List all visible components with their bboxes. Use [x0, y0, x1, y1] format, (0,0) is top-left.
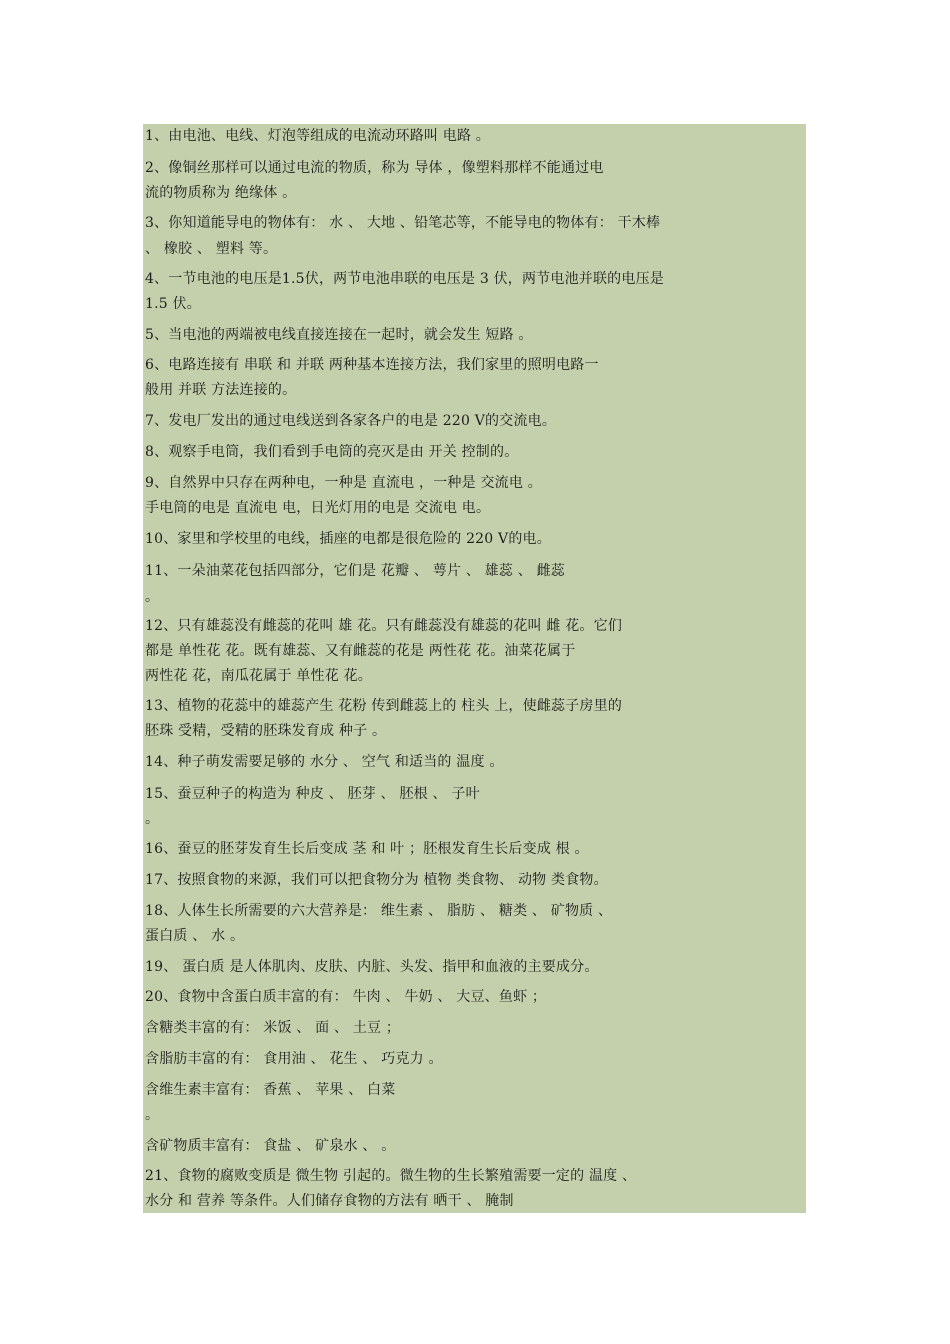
question-13-line-a: 13、植物的花蕊中的雄蕊产生 花粉 传到雌蕊上的 柱头 上，使雌蕊子房里的 — [145, 698, 623, 714]
question-15-line-a: 15、蚕豆种子的构造为 种皮 、 胚芽 、 胚根 、 子叶 — [145, 786, 480, 802]
question-6-line-a: 6、电路连接有 串联 和 并联 两种基本连接方法，我们家里的照明电路一 — [145, 357, 599, 373]
question-4-line-a: 4、一节电池的电压是1.5伏，两节电池串联的电压是 3 伏，两节电池并联的电压是 — [145, 271, 664, 287]
question-11-line-b: 。 — [145, 589, 160, 605]
question-20-line-protein: 20、食物中含蛋白质丰富的有： 牛肉 、 牛奶 、 大豆、鱼虾 ； — [145, 989, 547, 1005]
question-9-line-a: 9、自然界中只存在两种电，一种是 直流电 ，一种是 交流电 。 — [145, 475, 542, 491]
question-2-line-b: 流的物质称为 绝缘体 。 — [145, 185, 297, 201]
question-21-line-b: 水分 和 营养 等条件。人们储存食物的方法有 晒干 、 腌制 — [145, 1193, 514, 1209]
question-18-line-a: 18、人体生长所需要的六大营养是： 维生素 、 脂肪 、 糖类 、 矿物质 、 — [145, 903, 613, 919]
question-20-line-fat: 含脂肪丰富的有： 食用油 、 花生 、 巧克力 。 — [145, 1051, 443, 1067]
question-19-line: 19、 蛋白质 是人体肌肉、皮肤、内脏、头发、指甲和血液的主要成分。 — [145, 959, 599, 975]
question-21-line-a: 21、食物的腐败变质是 微生物 引起的。微生物的生长繁殖需要一定的 温度 、 — [145, 1168, 637, 1184]
question-18-line-b: 蛋白质 、 水 。 — [145, 928, 245, 944]
question-11-line-a: 11、一朵油菜花包括四部分，它们是 花瓣 、 萼片 、 雄蕊 、 雌蕊 — [145, 563, 565, 579]
question-8-line: 8、观察手电筒，我们看到手电筒的亮灭是由 开关 控制的。 — [145, 444, 519, 460]
question-13-line-b: 胚珠 受精，受精的胚珠发育成 种子 。 — [145, 723, 387, 739]
question-2-line-a: 2、像铜丝那样可以通过电流的物质，称为 导体 ，像塑料那样不能通过电 — [145, 160, 604, 176]
question-9-line-b: 手电筒的电是 直流电 电，日光灯用的电是 交流电 电。 — [145, 500, 491, 516]
question-17-line: 17、按照食物的来源，我们可以把食物分为 植物 类食物、 动物 类食物。 — [145, 872, 608, 888]
question-3-line-b: 、 橡胶 、 塑料 等。 — [145, 241, 278, 257]
question-16-line: 16、蚕豆的胚芽发育生长后变成 茎 和 叶 ；胚根发育生长后变成 根 。 — [145, 841, 589, 857]
question-3-line-a: 3、你知道能导电的物体有： 水 、 大地 、铅笔芯等，不能导电的物体有： 干木棒 — [145, 215, 661, 231]
question-20-line-sugar: 含糖类丰富的有： 米饭 、 面 、 土豆 ； — [145, 1020, 401, 1036]
question-12-line-b: 都是 单性花 花。既有雄蕊、又有雌蕊的花是 两性花 花。油菜花属于 — [145, 643, 576, 659]
question-10-line: 10、家里和学校里的电线，插座的电都是很危险的 220 V的电。 — [145, 531, 551, 547]
question-20-line-vitamin-end: 。 — [145, 1107, 160, 1123]
question-20-line-vitamin: 含维生素丰富有： 香蕉 、 苹果 、 白菜 — [145, 1082, 396, 1098]
question-7-line: 7、发电厂发出的通过电线送到各家各户的电是 220 V的交流电。 — [145, 413, 557, 429]
question-20-line-mineral: 含矿物质丰富有： 食盐 、 矿泉水 、 。 — [145, 1138, 396, 1154]
question-6-line-b: 般用 并联 方法连接的。 — [145, 382, 297, 398]
question-12-line-c: 两性花 花，南瓜花属于 单性花 花。 — [145, 668, 372, 684]
question-12-line-a: 12、只有雄蕊没有雌蕊的花叫 雄 花。只有雌蕊没有雄蕊的花叫 雌 花。它们 — [145, 618, 623, 634]
question-5-line: 5、当电池的两端被电线直接连接在一起时，就会发生 短路 。 — [145, 327, 533, 343]
question-14-line: 14、种子萌发需要足够的 水分 、 空气 和适当的 温度 。 — [145, 754, 504, 770]
question-15-line-b: 。 — [145, 811, 160, 827]
question-4-line-b: 1.5 伏。 — [145, 296, 201, 312]
question-1-line: 1、由电池、电线、灯泡等组成的电流动环路叫 电路 。 — [145, 128, 491, 144]
